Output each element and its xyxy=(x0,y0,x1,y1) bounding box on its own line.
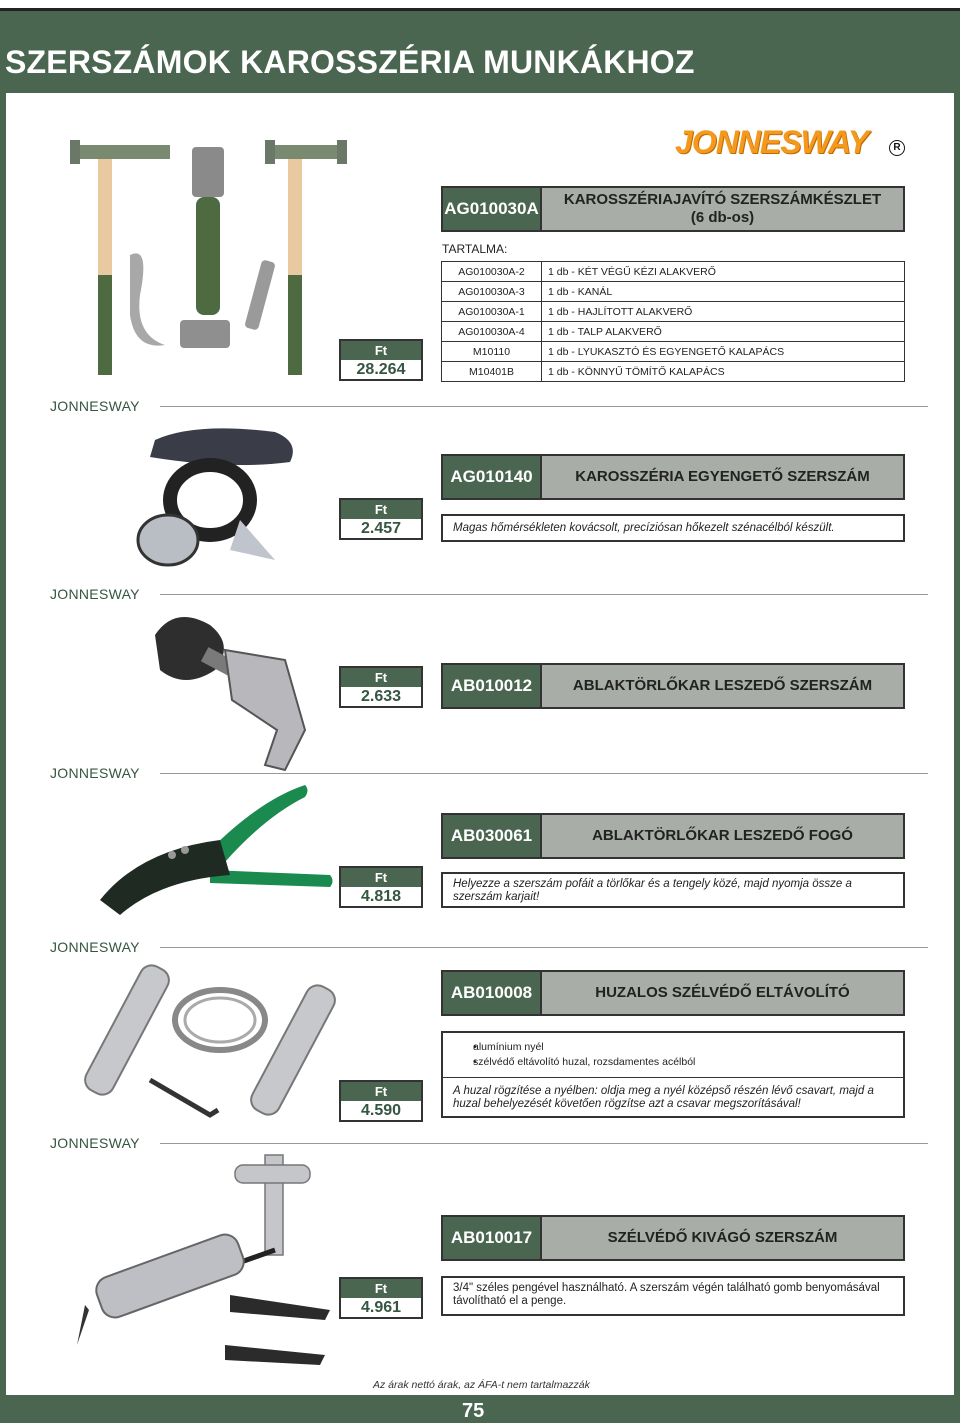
hammer-set-image xyxy=(60,135,360,380)
windshield-cutter-image xyxy=(75,1155,335,1375)
product-name-text: ABLAKTÖRLŐKAR LESZEDŐ SZERSZÁM xyxy=(572,677,873,694)
product-code: AB010012 xyxy=(443,665,542,707)
price-box xyxy=(339,339,423,381)
feature-list xyxy=(441,1031,905,1077)
table-row xyxy=(442,322,905,342)
product-code: AB010017 xyxy=(443,1217,542,1259)
price-value: 2.633 xyxy=(360,688,402,705)
product-name xyxy=(542,456,903,498)
product-name xyxy=(542,665,903,707)
product-name-text: KAROSSZÉRIA EGYENGETŐ SZERSZÁM xyxy=(575,468,870,485)
product-header-ab010017 xyxy=(441,1215,905,1261)
product-description: 3/4" széles pengével használható. A szerszám végén található gomb benyomásával távolítható el a penge. xyxy=(441,1276,905,1316)
wire-remover-image xyxy=(80,960,350,1125)
separator-line xyxy=(160,947,928,948)
price-value: 4.818 xyxy=(360,888,402,905)
product-code: AG010030A xyxy=(443,188,542,230)
product-description: Magas hőmérsékleten kovácsolt, precíziósan hőkezelt szénacélból készült. xyxy=(441,514,905,542)
product-name-line1: KAROSSZÉRIAJAVÍTÓ SZERSZÁMKÉSZLET xyxy=(563,191,882,208)
product-header-ab030061 xyxy=(441,813,905,859)
separator-line xyxy=(160,406,928,407)
price-currency: Ft xyxy=(341,1082,421,1101)
top-rule xyxy=(0,8,960,11)
price-box xyxy=(339,1277,423,1319)
product-header-ag010140 xyxy=(441,454,905,500)
product-name xyxy=(542,1217,903,1259)
separator-line xyxy=(160,773,928,774)
price-currency: Ft xyxy=(341,668,421,687)
product-name xyxy=(542,188,903,230)
product-header-ab010012 xyxy=(441,663,905,709)
price-box xyxy=(339,1080,423,1122)
part-desc: 1 db - KÉT VÉGŰ KÉZI ALAKVERŐ xyxy=(542,262,905,282)
price-footnote: Az árak nettó árak, az ÁFA-t nem tartalmazzák xyxy=(373,1379,590,1391)
separator-line xyxy=(160,1143,928,1144)
price-currency: Ft xyxy=(341,868,421,887)
price-value: 4.590 xyxy=(360,1102,402,1119)
price-currency: Ft xyxy=(341,500,421,519)
product-code: AG010140 xyxy=(443,456,542,498)
product-code: AB030061 xyxy=(443,815,542,857)
part-code: AG010030A-4 xyxy=(442,322,542,342)
top-bar xyxy=(0,0,960,8)
product-name xyxy=(542,972,903,1014)
table-row xyxy=(442,262,905,282)
list-item: • szélvédő eltávolító huzal, rozsdamentes acélból xyxy=(473,1055,903,1070)
product-name-text: SZÉLVÉDŐ KIVÁGÓ SZERSZÁM xyxy=(607,1229,838,1246)
product-name-text: HUZALOS SZÉLVÉDŐ ELTÁVOLÍTÓ xyxy=(595,984,850,1001)
price-box xyxy=(339,498,423,540)
product-description: A huzal rögzítése a nyélben: oldja meg a nyél középső részén lévő csavart, majd a huzal behelyezését követően rögzítse azt a csavar megszorításával! xyxy=(441,1077,905,1118)
price-value: 4.961 xyxy=(360,1299,402,1316)
brand-logo: JONNESWAY xyxy=(675,124,869,160)
separator-brand: JONNESWAY xyxy=(50,586,140,602)
page-title: SZERSZÁMOK KAROSSZÉRIA MUNKÁKHOZ xyxy=(5,44,695,80)
product-name xyxy=(542,815,903,857)
part-desc: 1 db - TALP ALAKVERŐ xyxy=(542,322,905,342)
wiper-puller-image xyxy=(130,605,325,770)
wiper-pliers-image xyxy=(60,780,350,925)
separator-brand: JONNESWAY xyxy=(50,398,140,414)
price-box xyxy=(339,666,423,708)
part-desc: 1 db - HAJLÍTOTT ALAKVERŐ xyxy=(542,302,905,322)
separator-brand: JONNESWAY xyxy=(50,1135,140,1151)
part-desc: 1 db - KÖNNYŰ TÖMÍTŐ KALAPÁCS xyxy=(542,362,905,382)
part-code: AG010030A-2 xyxy=(442,262,542,282)
product-header-ag010030a xyxy=(441,186,905,232)
table-row xyxy=(442,362,905,382)
part-code: M10401B xyxy=(442,362,542,382)
part-desc: 1 db - LYUKASZTÓ ÉS EGYENGETŐ KALAPÁCS xyxy=(542,342,905,362)
table-row xyxy=(442,282,905,302)
body-dolly-image xyxy=(130,420,305,570)
price-value: 2.457 xyxy=(360,520,402,537)
registered-mark: R xyxy=(889,140,905,156)
product-name-text: ABLAKTÖRLŐKAR LESZEDŐ FOGÓ xyxy=(592,827,853,844)
product-code: AB010008 xyxy=(443,972,542,1014)
page-number: 75 xyxy=(462,1400,485,1422)
price-currency: Ft xyxy=(341,341,421,360)
separator-brand: JONNESWAY xyxy=(50,939,140,955)
price-box xyxy=(339,866,423,908)
kit-contents-table xyxy=(441,261,905,382)
separator-line xyxy=(160,594,928,595)
product-header-ab010008 xyxy=(441,970,905,1016)
part-code: AG010030A-3 xyxy=(442,282,542,302)
table-row xyxy=(442,302,905,322)
part-desc: 1 db - KANÁL xyxy=(542,282,905,302)
list-item: • alumínium nyél xyxy=(473,1040,903,1055)
part-code: M10110 xyxy=(442,342,542,362)
contents-label: TARTALMA: xyxy=(442,242,508,256)
product-description: Helyezze a szerszám pofáit a törlőkar és a tengely közé, majd nyomja össze a szerszám karjait! xyxy=(441,872,905,908)
part-code: AG010030A-1 xyxy=(442,302,542,322)
product-name-line2: (6 db-os) xyxy=(690,209,755,226)
table-row xyxy=(442,342,905,362)
separator-brand: JONNESWAY xyxy=(50,765,140,781)
price-currency: Ft xyxy=(341,1279,421,1298)
price-value: 28.264 xyxy=(356,361,406,378)
